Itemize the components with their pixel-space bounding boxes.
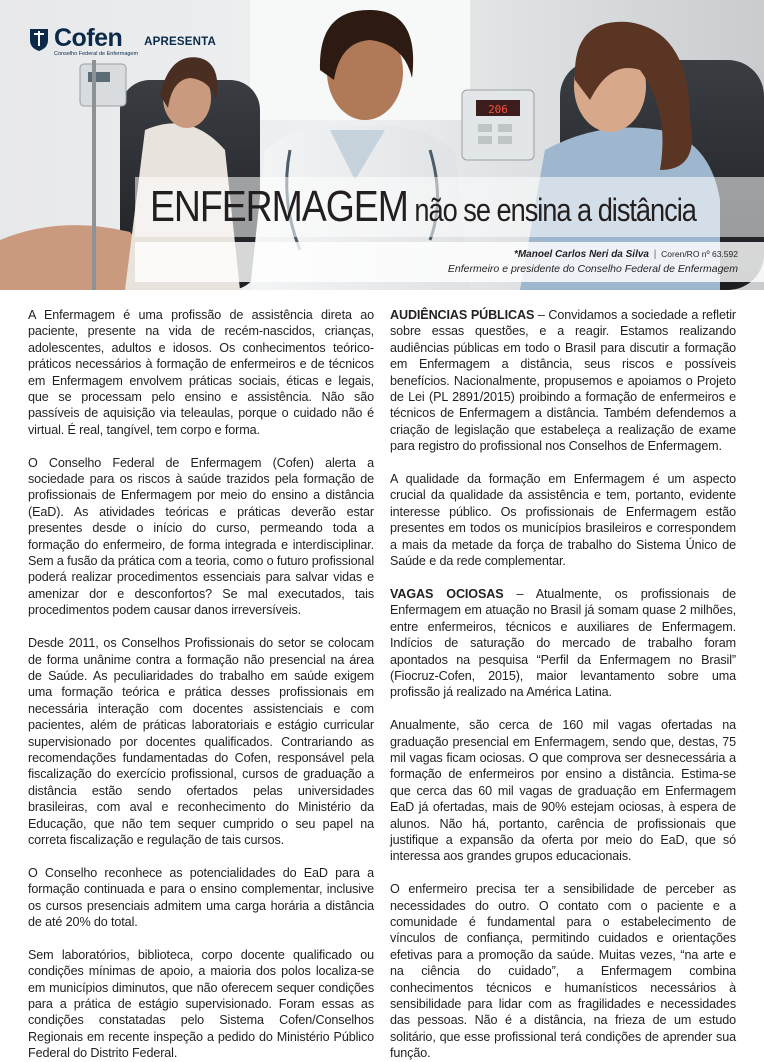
pump-display: 206	[488, 103, 508, 116]
author-separator: |	[653, 249, 657, 260]
left-column	[28, 307, 374, 1062]
brand-tagline: APRESENTA	[144, 36, 216, 48]
paragraph: VAGAS OCIOSAS – Atualmente, os profissionais de Enfermagem em atuação no Brasil já somam quase 2 milhões, entre enfermeiros, técnicos e auxiliares de Enfermagem. Indícios de saturação do mercado de trabalho foram apontados na pesquisa “Perfil da Enfermagem no Brasil” (Fiocruz-Cofen, 2015), maior levantamento sobre uma profissão já realizado na América Latina.	[390, 586, 736, 700]
paragraph: O Conselho reconhece as potencialidades do EaD para a formação continuada e para o ensino complementar, inclusive os cursos presenciais admitem uma carga horária a distância de até 20% do total.	[28, 865, 374, 929]
cofen-logo	[28, 26, 216, 57]
paragraph: A Enfermagem é uma profissão de assistência direta ao paciente, presente na vida de recém-nascidos, crianças, adolescentes, adultos e idosos. Os conhecimentos teórico-práticos necessários à formação de enfermeiros e de técnicos em Enfermagem envolvem práticas sociais, éticas e legais, que se processam pelo ensino e assistência. Não são passíveis de aquisição via teleaulas, porque o cuidado não é virtual. É real, tangível, tem corpo e forma.	[28, 308, 374, 437]
right-column	[390, 307, 736, 1062]
brand-subtitle: Conselho Federal de Enfermagem	[54, 51, 139, 57]
author-byline	[448, 248, 738, 277]
paragraph: AUDIÊNCIAS PÚBLICAS – Convidamos a sociedade a refletir sobre essas questões, e a reagir. Estamos realizando audiências públicas em todo o Brasil para discutir a formação em Enfermagem a distância, seus riscos e possíveis benefícios. Nacionalmente, propusemos e apoiamos o Projeto de Lei (PL 2891/2015) proibindo a formação de enfermeiros e técnicos de Enfermagem a distância. Também defendemos a criação de legislação que estabeleça a realização de exame para registro do profissional nos Conselhos de Enfermagem.	[390, 308, 736, 454]
paragraph: Anualmente, são cerca de 160 mil vagas ofertadas na graduação presencial em Enfermagem, sendo que, destas, 75 mil vagas ficam ociosas. O que comprova ser desnecessária a formação de enfermeiros por ensino a distância. Estima-se que cerca das 60 mil vagas de graduação em Enfermagem EaD já ofertadas, mais de 90% estejam ociosas, à espera de alunos. Não há, portanto, carência de profissionais que justifique a expansão da oferta por meio do EaD, que só interessa aos grandes grupos educacionais.	[390, 718, 736, 864]
paragraph: O Conselho Federal de Enfermagem (Cofen) alerta a sociedade para os riscos à saúde trazidos pela formação de profissionais de Enfermagem por meio do ensino a distância (EaD). As atividades teóricas e práticas deverão estar presentes desde o início do curso, permeando toda a formação do enfermeiro, de forma integrada e interdisciplinar. Sem a fusão da prática com a teoria, como o futuro profissional poderá realizar procedimentos essenciais para salvar vidas e amenizar dor e desconfortos? Se mal executados, tais procedimentos podem causar danos irreversíveis.	[28, 455, 374, 618]
author-role: Enfermeiro e presidente do Conselho Federal de Enfermagem	[447, 263, 738, 275]
title-rest: não se ensina a distância	[407, 192, 696, 228]
title-strong: ENFERMAGEM	[150, 182, 408, 231]
hero-banner	[0, 0, 764, 290]
section-lead-vagas: VAGAS OCIOSAS	[390, 586, 504, 601]
paragraph: Desde 2011, os Conselhos Profissionais do setor se colocam de forma unânime contra a formação não presencial na área de Saúde. As peculiaridades do trabalho em saúde exigem uma formação teórica e prática desses profissionais em necessária interação com docentes assistenciais e com pacientes, além de práticas laboratoriais e estágio curricular supervisionado por docentes qualificados. Contrariando as recomendações fundamentadas do Cofen, responsável pela fiscalização do exercício profissional, cursos de graduação a distância estão sendo ofertados pelas universidades brasileiras, com aval e reconhecimento do Ministério da Educação, que não tem sequer cumprido o seu papel na correta fiscalização e regulação de tais cursos.	[28, 636, 374, 847]
article-title	[150, 182, 696, 232]
brand-name: Cofen	[54, 24, 123, 52]
section-lead-audiencias: AUDIÊNCIAS PÚBLICAS	[390, 308, 535, 322]
paragraph: O enfermeiro precisa ter a sensibilidade de perceber as necessidades do outro. O contato com o paciente e a comunidade é fundamental para o estabelecimento de vínculos de confiança, permitindo cuidados e orientações efetivas para a promoção da saúde. Muitas vezes, “na arte e na ciência do cuidado”, a Enfermagem combina conhecimentos técnicos e humanísticos necessários à sensibilidade para lidar com as fragilidades e necessidades das pessoas. Não é a distância, na frieza de um estudo solitário, que esse profissional terá condições de aprender sua função.	[390, 882, 736, 1061]
paragraph: A qualidade da formação em Enfermagem é um aspecto crucial da qualidade da assistência e tem, portanto, evidente interesse público. Os profissionais de Enfermagem estão presentes em todos os municípios brasileiros e correspondem a mais da metade da força de trabalho do Sistema Único de Saúde e da rede complementar.	[390, 472, 736, 569]
author-registration: Coren/RO nº 63.592	[661, 249, 738, 259]
infusion-pump-right	[462, 90, 534, 160]
author-name: *Manoel Carlos Neri da Silva	[513, 249, 649, 260]
paragraph: Sem laboratórios, biblioteca, corpo docente qualificado ou condições mínimas de apoio, a maioria dos polos localiza-se em municípios diminutos, que não oferecem sequer condições para a prática de estágio supervisionado. Foram essas as condições constatadas pelo Sistema Cofen/Conselhos Regionais em recente inspeção a pedido do Ministério Público Federal do Distrito Federal.	[28, 947, 374, 1061]
coat-of-arms-icon	[28, 26, 50, 52]
